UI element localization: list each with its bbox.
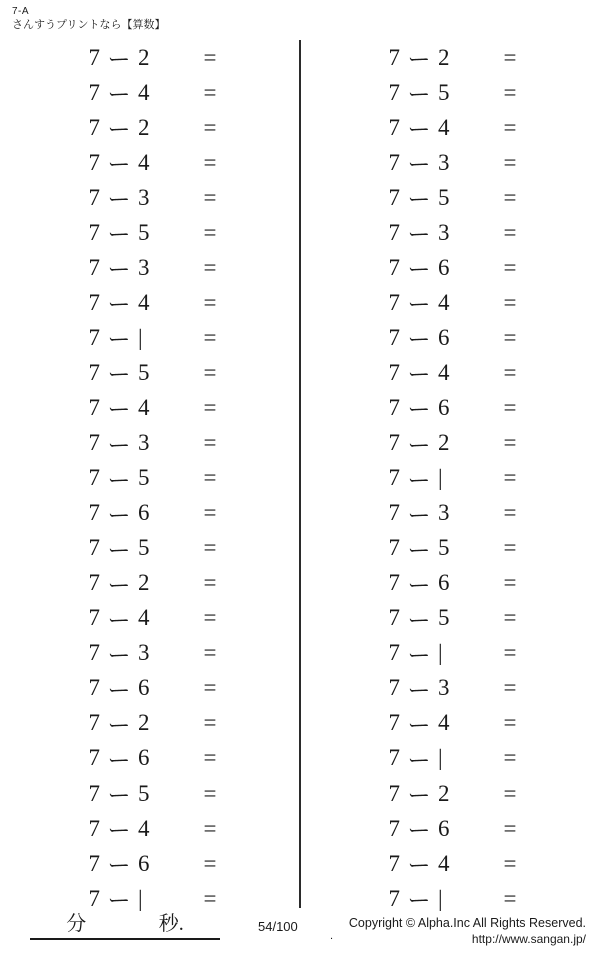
problem-row	[300, 881, 600, 916]
problem-row	[0, 75, 300, 110]
problem-row	[0, 601, 300, 636]
minus-operator-icon: ー	[407, 117, 431, 143]
problem-row	[300, 285, 600, 320]
problem-row	[300, 40, 600, 75]
problem-row	[300, 110, 600, 145]
operand-second: 5	[138, 780, 150, 806]
problem-row	[0, 426, 300, 461]
problem-row	[300, 776, 600, 811]
equals-sign: =	[503, 885, 517, 911]
operand-second: 6	[438, 254, 450, 280]
equals-sign: =	[503, 465, 517, 491]
equals-sign: =	[203, 815, 217, 841]
problem-row	[0, 566, 300, 601]
equals-sign: =	[503, 675, 517, 701]
equals-sign: =	[503, 79, 517, 105]
page-footer	[0, 912, 600, 954]
problem-row	[300, 706, 600, 741]
operand-second: 2	[438, 44, 450, 70]
problem-row	[0, 846, 300, 881]
operand-second: 5	[138, 359, 150, 385]
operand-second: |	[138, 324, 143, 350]
operand-first: 7	[88, 605, 100, 631]
operand-second: 5	[438, 79, 450, 105]
operand-second: 3	[138, 184, 150, 210]
minus-operator-icon: ー	[407, 818, 431, 844]
problem-row	[0, 531, 300, 566]
operand-second: |	[438, 885, 443, 911]
problem-row	[0, 390, 300, 425]
minus-operator-icon: ー	[407, 257, 431, 283]
minus-operator-icon: ー	[407, 397, 431, 423]
problem-row	[0, 776, 300, 811]
minus-operator-icon: ー	[107, 642, 131, 668]
operand-second: 5	[438, 535, 450, 561]
operand-first: 7	[388, 815, 400, 841]
minus-operator-icon: ー	[407, 152, 431, 178]
equals-sign: =	[203, 675, 217, 701]
operand-second: |	[138, 885, 143, 911]
minus-operator-icon: ー	[407, 82, 431, 108]
operand-second: 6	[138, 675, 150, 701]
minus-operator-icon: ー	[107, 292, 131, 318]
operand-first: 7	[88, 780, 100, 806]
operand-second: 6	[438, 570, 450, 596]
operand-first: 7	[388, 184, 400, 210]
minus-operator-icon: ー	[407, 467, 431, 493]
operand-first: 7	[88, 44, 100, 70]
operand-second: |	[438, 745, 443, 771]
equals-sign: =	[203, 780, 217, 806]
operand-first: 7	[388, 885, 400, 911]
equals-sign: =	[503, 745, 517, 771]
minus-operator-icon: ー	[407, 572, 431, 598]
problem-row	[0, 811, 300, 846]
problem-row	[0, 285, 300, 320]
operand-first: 7	[88, 535, 100, 561]
equals-sign: =	[203, 324, 217, 350]
equals-sign: =	[203, 570, 217, 596]
problem-row	[0, 636, 300, 671]
minus-operator-icon: ー	[407, 47, 431, 73]
minus-operator-icon: ー	[107, 327, 131, 353]
problem-row	[300, 566, 600, 601]
minus-operator-icon: ー	[407, 362, 431, 388]
operand-first: 7	[388, 675, 400, 701]
operand-first: 7	[388, 640, 400, 666]
problem-row	[300, 496, 600, 531]
operand-first: 7	[88, 500, 100, 526]
minus-operator-icon: ー	[407, 677, 431, 703]
operand-first: 7	[388, 780, 400, 806]
operand-second: |	[438, 465, 443, 491]
equals-sign: =	[203, 885, 217, 911]
operand-second: 3	[438, 219, 450, 245]
minus-operator-icon: ー	[407, 292, 431, 318]
equals-sign: =	[503, 254, 517, 280]
operand-second: 4	[138, 815, 150, 841]
operand-second: 4	[138, 289, 150, 315]
operand-first: 7	[88, 114, 100, 140]
page-title: さんすうプリントなら【算数】	[12, 19, 166, 31]
minus-operator-icon: ー	[407, 327, 431, 353]
operand-first: 7	[88, 219, 100, 245]
problem-row	[300, 250, 600, 285]
operand-first: 7	[88, 815, 100, 841]
problem-row	[300, 671, 600, 706]
operand-first: 7	[388, 79, 400, 105]
operand-second: 4	[438, 114, 450, 140]
operand-first: 7	[388, 500, 400, 526]
minus-operator-icon: ー	[107, 222, 131, 248]
problem-row	[300, 846, 600, 881]
equals-sign: =	[503, 184, 517, 210]
operand-first: 7	[88, 675, 100, 701]
equals-sign: =	[503, 114, 517, 140]
problem-row	[0, 40, 300, 75]
operand-first: 7	[388, 324, 400, 350]
page-number: 54/100	[258, 919, 298, 934]
worksheet-code: 7-A	[12, 6, 30, 17]
equals-sign: =	[503, 430, 517, 456]
minus-operator-icon: ー	[107, 677, 131, 703]
seconds-label: 秒.	[158, 913, 184, 935]
minus-operator-icon: ー	[407, 888, 431, 914]
minus-operator-icon: ー	[107, 783, 131, 808]
equals-sign: =	[203, 465, 217, 491]
operand-second: 4	[138, 394, 150, 420]
equals-sign: =	[503, 219, 517, 245]
operand-second: 6	[438, 324, 450, 350]
equals-sign: =	[503, 359, 517, 385]
problem-row	[300, 741, 600, 776]
operand-first: 7	[388, 219, 400, 245]
operand-first: 7	[88, 184, 100, 210]
operand-first: 7	[388, 254, 400, 280]
minus-operator-icon: ー	[407, 537, 431, 563]
operand-first: 7	[88, 710, 100, 736]
equals-sign: =	[203, 359, 217, 385]
equals-sign: =	[203, 500, 217, 526]
operand-second: 2	[138, 570, 150, 596]
problem-row	[0, 215, 300, 250]
problem-row	[0, 461, 300, 496]
problem-row	[300, 636, 600, 671]
equals-sign: =	[503, 640, 517, 666]
footer-dot: .	[330, 930, 334, 942]
problem-column-right	[300, 36, 600, 916]
equals-sign: =	[203, 605, 217, 631]
problem-row	[300, 180, 600, 215]
minus-operator-icon: ー	[107, 362, 131, 388]
operand-first: 7	[88, 149, 100, 175]
problem-row	[0, 145, 300, 180]
operand-first: 7	[388, 850, 400, 876]
operand-second: 2	[438, 780, 450, 806]
problem-row	[300, 215, 600, 250]
minus-operator-icon: ー	[107, 82, 131, 108]
operand-second: 3	[438, 149, 450, 175]
problem-column-left	[0, 36, 300, 916]
operand-second: 5	[138, 535, 150, 561]
equals-sign: =	[203, 394, 217, 420]
operand-second: 4	[138, 605, 150, 631]
page-header	[12, 6, 166, 32]
equals-sign: =	[503, 780, 517, 806]
operand-first: 7	[88, 324, 100, 350]
operand-first: 7	[88, 430, 100, 456]
equals-sign: =	[203, 219, 217, 245]
operand-second: |	[438, 640, 443, 666]
equals-sign: =	[203, 79, 217, 105]
equals-sign: =	[503, 500, 517, 526]
operand-first: 7	[88, 79, 100, 105]
equals-sign: =	[203, 149, 217, 175]
operand-first: 7	[88, 640, 100, 666]
operand-first: 7	[88, 254, 100, 280]
problem-row	[0, 671, 300, 706]
minus-operator-icon: ー	[107, 537, 131, 563]
operand-first: 7	[88, 570, 100, 596]
problem-row	[300, 355, 600, 390]
operand-second: 4	[438, 850, 450, 876]
equals-sign: =	[503, 535, 517, 561]
operand-first: 7	[388, 570, 400, 596]
website-url[interactable]: http://www.sangan.jp/	[471, 932, 586, 946]
equals-sign: =	[503, 815, 517, 841]
operand-second: 3	[438, 500, 450, 526]
operand-first: 7	[88, 465, 100, 491]
operand-first: 7	[88, 289, 100, 315]
problem-row	[0, 110, 300, 145]
problem-row	[0, 355, 300, 390]
minus-operator-icon: ー	[107, 502, 131, 528]
operand-second: 4	[438, 710, 450, 736]
operand-second: 6	[138, 500, 150, 526]
problem-row	[300, 601, 600, 636]
operand-second: 3	[438, 675, 450, 701]
operand-second: 4	[138, 149, 150, 175]
operand-second: 4	[138, 79, 150, 105]
problem-row	[0, 180, 300, 215]
problem-row	[300, 320, 600, 355]
operand-second: 6	[138, 850, 150, 876]
operand-first: 7	[388, 745, 400, 771]
operand-second: 4	[438, 289, 450, 315]
minus-operator-icon: ー	[107, 467, 131, 493]
operand-first: 7	[388, 465, 400, 491]
operand-second: 5	[438, 605, 450, 631]
equals-sign: =	[503, 44, 517, 70]
minus-operator-icon: ー	[407, 747, 431, 773]
minus-operator-icon: ー	[107, 888, 131, 914]
problem-row	[300, 811, 600, 846]
minus-operator-icon: ー	[407, 607, 431, 633]
minutes-label: 分	[66, 913, 87, 935]
equals-sign: =	[503, 394, 517, 420]
minus-operator-icon: ー	[407, 853, 431, 879]
time-entry-field[interactable]	[30, 907, 220, 940]
equals-sign: =	[203, 114, 217, 140]
operand-first: 7	[388, 44, 400, 70]
operand-first: 7	[88, 394, 100, 420]
operand-second: 2	[138, 710, 150, 736]
problem-row	[300, 145, 600, 180]
equals-sign: =	[203, 254, 217, 280]
minus-operator-icon: ー	[107, 747, 131, 773]
equals-sign: =	[503, 149, 517, 175]
operand-first: 7	[388, 394, 400, 420]
problem-row	[0, 496, 300, 531]
operand-second: 3	[138, 254, 150, 280]
equals-sign: =	[503, 324, 517, 350]
equals-sign: =	[503, 605, 517, 631]
equals-sign: =	[203, 745, 217, 771]
problem-row	[300, 461, 600, 496]
minus-operator-icon: ー	[407, 222, 431, 248]
equals-sign: =	[503, 570, 517, 596]
operand-second: 2	[438, 430, 450, 456]
equals-sign: =	[503, 289, 517, 315]
minus-operator-icon: ー	[107, 607, 131, 633]
equals-sign: =	[203, 184, 217, 210]
operand-second: 3	[138, 430, 150, 456]
minus-operator-icon: ー	[107, 572, 131, 598]
operand-second: 6	[438, 394, 450, 420]
operand-first: 7	[88, 850, 100, 876]
equals-sign: =	[203, 430, 217, 456]
copyright-text: Copyright © Alpha.Inc All Rights Reserved.	[348, 916, 586, 930]
operand-second: 6	[138, 745, 150, 771]
minus-operator-icon: ー	[107, 47, 131, 73]
operand-second: 6	[438, 815, 450, 841]
problem-row	[300, 531, 600, 566]
operand-second: 5	[438, 184, 450, 210]
problem-row	[0, 706, 300, 741]
problem-row	[300, 426, 600, 461]
minus-operator-icon: ー	[107, 397, 131, 423]
equals-sign: =	[203, 535, 217, 561]
problem-row	[300, 75, 600, 110]
operand-second: 3	[138, 640, 150, 666]
operand-first: 7	[88, 359, 100, 385]
operand-first: 7	[388, 114, 400, 140]
equals-sign: =	[203, 640, 217, 666]
equals-sign: =	[503, 850, 517, 876]
equals-sign: =	[503, 710, 517, 736]
minus-operator-icon: ー	[407, 432, 431, 458]
equals-sign: =	[203, 710, 217, 736]
operand-first: 7	[388, 430, 400, 456]
minus-operator-icon: ー	[407, 642, 431, 668]
problem-row	[0, 250, 300, 285]
operand-first: 7	[388, 710, 400, 736]
minus-operator-icon: ー	[407, 712, 431, 738]
operand-first: 7	[388, 535, 400, 561]
operand-first: 7	[88, 745, 100, 771]
minus-operator-icon: ー	[107, 152, 131, 178]
minus-operator-icon: ー	[407, 187, 431, 213]
minus-operator-icon: ー	[107, 117, 131, 143]
operand-first: 7	[388, 149, 400, 175]
operand-second: 5	[138, 465, 150, 491]
minus-operator-icon: ー	[407, 502, 431, 528]
operand-second: 4	[438, 359, 450, 385]
problem-row	[0, 320, 300, 355]
minus-operator-icon: ー	[107, 818, 131, 844]
problem-columns	[0, 36, 600, 916]
equals-sign: =	[203, 44, 217, 70]
minus-operator-icon: ー	[107, 187, 131, 213]
operand-second: 5	[138, 219, 150, 245]
operand-second: 2	[138, 44, 150, 70]
operand-second: 2	[138, 114, 150, 140]
minus-operator-icon: ー	[107, 257, 131, 283]
minus-operator-icon: ー	[107, 712, 131, 738]
minus-operator-icon: ー	[107, 432, 131, 458]
equals-sign: =	[203, 289, 217, 315]
problem-row	[300, 390, 600, 425]
minus-operator-icon: ー	[107, 853, 131, 879]
operand-first: 7	[388, 605, 400, 631]
operand-first: 7	[388, 289, 400, 315]
operand-first: 7	[388, 359, 400, 385]
operand-first: 7	[88, 885, 100, 911]
minus-operator-icon: ー	[407, 783, 431, 808]
problem-row	[0, 741, 300, 776]
equals-sign: =	[203, 850, 217, 876]
